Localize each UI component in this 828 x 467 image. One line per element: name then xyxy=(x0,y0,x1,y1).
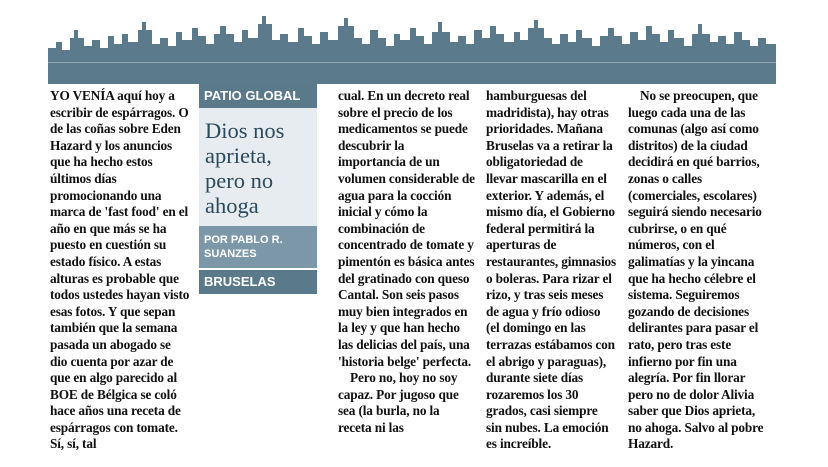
dateline-city: BRUSELAS xyxy=(199,270,317,294)
section-label: PATIO GLOBAL xyxy=(199,84,317,108)
article-paragraph: hamburguesas del madridista), hay otras prioridades. Mañana Bruselas va a retirar la obligatoriedad de llevar mascarilla en el exterior. Y además, el mismo día, el Gobierno federal permitirá la aperturas de restaurantes, gimnasios o boleras. Para rizar el rizo, y tras seis meses de agua y frío odioso (el domingo en las terrazas estábamos con el abrigo y paraguas), durante siete días rozaremos los 30 grados, casi siempre sin nubes. La emoción es increíble. xyxy=(486,88,617,452)
article-column-3 xyxy=(486,88,616,453)
article-lead-words: YO VENÍA xyxy=(50,88,114,103)
article-column-2 xyxy=(338,88,475,436)
byline: POR PABLO R. SUANZES xyxy=(199,226,317,268)
article-paragraph: Pero no, hoy no soy capaz. Por jugoso que sea (la burla, no la receta ni las xyxy=(338,370,459,435)
article-paragraph: cual. En un decreto real sobre el precio de los medicamentos se puede descubrir la importancia de un volumen considerable de agua para la cocción inicial y cómo la combinación de concentrado de tomate y pimentón es básica antes del gratinado con queso Cantal. Son seis pasos muy bien integrados en la ley y que han hecho las delicias del país, una 'historia belge' perfecta. xyxy=(338,88,475,369)
article-column-1 xyxy=(50,88,190,453)
article-paragraph: No se preocupen, que luego cada una de las comunas (algo así como distritos) de la ciudad decidirá en qué barrios, zonas o calles (comerciales, escolares) seguirá siendo necesario cubrirse, o en qué números, con el galimatías y la yincana que ha hecho célebre el sistema. Seguiremos gozando de decisiones delirantes para pasar el rato, pero tras este infierno por fin una alegría. Por fin llorar pero no de dolor Alivia saber que Dios aprieta, no ahoga. Salvo al pobre Hazard. xyxy=(628,88,764,452)
article-text: aquí hoy a escribir de espárragos. O de las coñas sobre Eden Hazard y los anuncios que ha hecho estos últimos días promocionando una marca de 'fast food' en el año en que más se ha puesto en cuestión su estado físico. A estas alturas es probable que todos ustedes hayan visto esas fotos. Y que sepan también que la semana pasada un abogado se dio cuenta por azar de que en algo parecido al BOE de Bélgica se coló hace años una receta de espárragos con tomate. Sí, sí, tal xyxy=(50,88,190,452)
article-column-4 xyxy=(628,88,768,453)
column-sidebar xyxy=(199,84,317,295)
city-skyline-banner xyxy=(48,0,776,84)
headline: Dios nos aprieta, pero no ahoga xyxy=(199,108,317,226)
